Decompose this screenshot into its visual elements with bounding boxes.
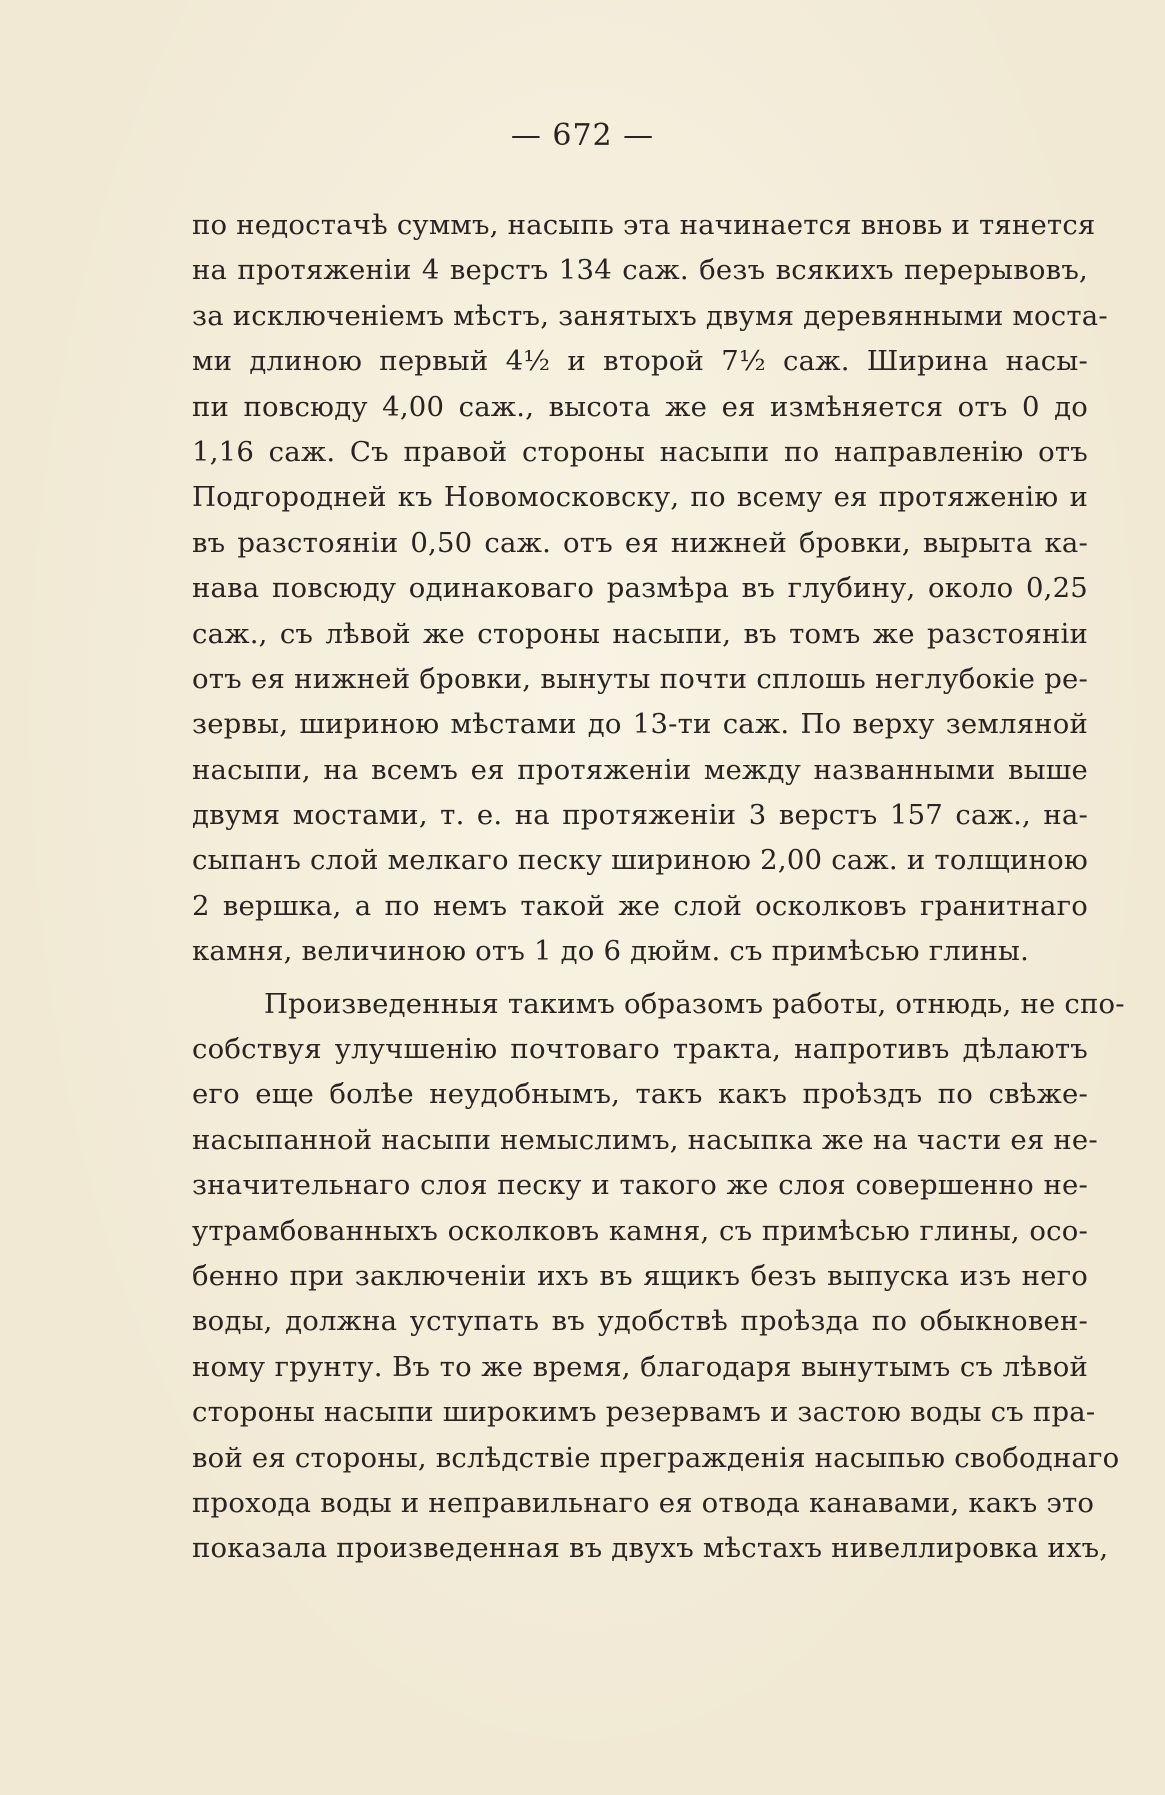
text-line: за исключеніемъ мѣстъ, занятыхъ двумя деревянными моста- (192, 299, 1108, 332)
text-line: двумя мостами, т. е. на протяженіи 3 верстъ 157 саж., на- (192, 799, 1088, 832)
text-line: воды, должна уступать въ удобствѣ проѣзда по обыкновен- (192, 1305, 1088, 1338)
text-line: ми длиною первый 4½ и второй 7½ саж. Ширина насы- (192, 345, 1088, 378)
body-text (192, 203, 1125, 1572)
text-line: Произведенныя такимъ образомъ работы, отнюдь, не спо- (264, 987, 1125, 1020)
text-line: сыпанъ слой мелкаго песку шириною 2,00 саж. и толщиною (192, 844, 1088, 877)
text-line: Подгородней къ Новомосковску, по всему ея протяженію и (192, 481, 1088, 514)
paragraph-1 (192, 203, 1108, 975)
text-line: въ разстояніи 0,50 саж. отъ ея нижней бровки, вырыта ка- (192, 526, 1088, 559)
text-line: 2 вершка, а по немъ такой же слой осколковъ гранитнаго (192, 889, 1088, 922)
text-line: камня, величиною отъ 1 до 6 дюйм. съ примѣсью глины. (192, 935, 1030, 968)
text-line: насыпанной насыпи немыслимъ, насыпка же на части ея не- (192, 1123, 1098, 1156)
text-line: 1,16 саж. Съ правой стороны насыпи по направленію отъ (192, 435, 1088, 468)
text-line: нава повсюду одинаковаго размѣра въ глубину, около 0,25 (192, 572, 1088, 605)
text-line: вой ея стороны, вслѣдствіе прегражденія насыпью свободнаго (192, 1441, 1120, 1474)
text-line: по недостачѣ суммъ, насыпь эта начинается вновь и тянется (192, 209, 1096, 241)
text-line: собствуя улучшенію почтоваго тракта, напротивъ дѣлаютъ (192, 1033, 1088, 1066)
text-line: прохода воды и неправильнаго ея отвода канавами, какъ это (192, 1486, 1095, 1519)
text-line: стороны насыпи широкимъ резервамъ и застою воды съ пра- (192, 1396, 1096, 1429)
page-number: — 672 — (510, 118, 655, 153)
text-line: на протяженіи 4 верстъ 134 саж. безъ всякихъ перерывовъ, (192, 254, 1088, 287)
text-line: утрамбованныхъ осколковъ камня, съ примѣсью глины, осо- (192, 1214, 1088, 1247)
text-line: бенно при заключеніи ихъ въ ящикъ безъ выпуска изъ него (192, 1259, 1088, 1292)
text-line: зервы, шириною мѣстами до 13-ти саж. По верху земляной (192, 708, 1088, 741)
text-line: ному грунту. Въ то же время, благодаря вынутымъ съ лѣвой (192, 1350, 1088, 1383)
text-line: показала произведенная въ двухъ мѣстахъ нивеллировка ихъ, (192, 1532, 1109, 1565)
text-line: насыпи, на всемъ ея протяженіи между названными выше (192, 753, 1088, 786)
text-line: пи повсюду 4,00 саж., высота же ея измѣняется отъ 0 до (192, 390, 1088, 423)
paragraph-gap (192, 975, 1088, 982)
paragraph-2 (192, 982, 1125, 1572)
text-line: саж., съ лѣвой же стороны насыпи, въ томъ же разстояніи (192, 617, 1088, 650)
text-line: значительнаго слоя песку и такого же слоя совершенно не- (192, 1169, 1088, 1202)
text-line: отъ ея нижней бровки, вынуты почти сплошь неглубокіе ре- (192, 662, 1088, 695)
text-line: его еще болѣе неудобнымъ, такъ какъ проѣздъ по свѣже- (192, 1078, 1088, 1111)
